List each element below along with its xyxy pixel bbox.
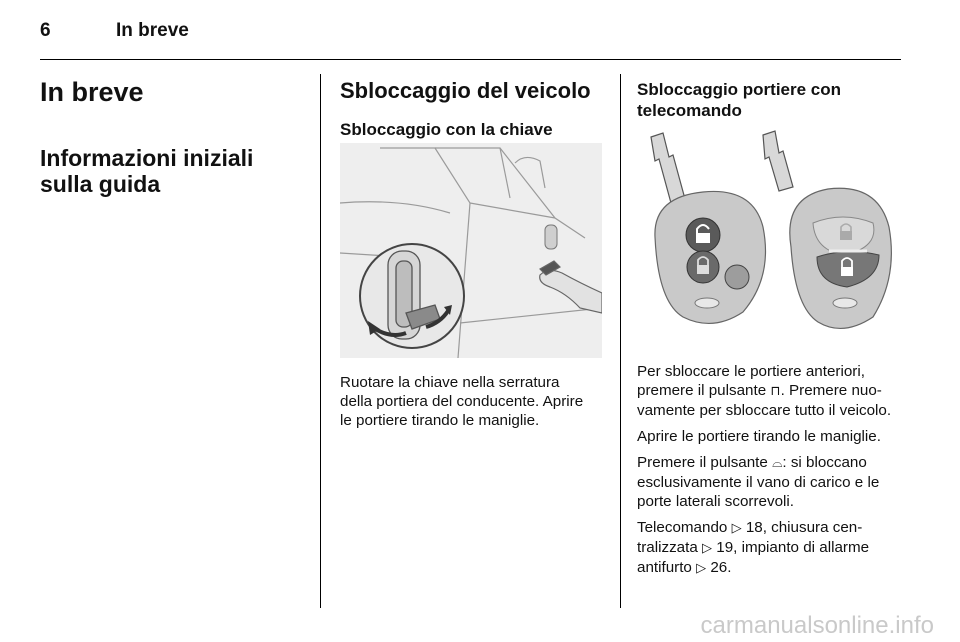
section-title: In breve — [40, 77, 144, 107]
page-number: 6 — [40, 20, 51, 41]
text-line: Per sbloccare le portiere anteriori, — [637, 363, 865, 380]
reference-arrow-icon: ▷ — [731, 521, 742, 536]
text-fragment: 19, impianto di allarme — [716, 539, 870, 556]
body-line: Ruotare la chiave nella serratura — [340, 374, 560, 391]
remote-unlock-text — [637, 362, 905, 578]
reference-arrow-icon: ▷ — [702, 541, 713, 556]
unlock-icon: ⊓ — [770, 384, 781, 399]
header-title: In breve — [116, 20, 189, 41]
text-line: vamente per sbloccare tutto il veicolo. — [637, 402, 892, 419]
paragraph-cargo — [637, 453, 905, 511]
unlock-with-key-heading: Sbloccaggio con la chiave — [340, 120, 553, 139]
paragraph-unlock — [637, 362, 905, 420]
text-fragment: Premere il pulsante — [637, 454, 768, 471]
watermark: carmanualsonline.info — [700, 612, 934, 639]
text-fragment: Telecomando — [637, 519, 728, 536]
text-fragment: tralizzata — [637, 539, 698, 556]
body-line: le portiere tirando le maniglie. — [340, 412, 540, 429]
paragraph-references — [637, 518, 905, 578]
text-line: porte laterali scorrevoli. — [637, 493, 794, 510]
remote-unlock-heading — [637, 79, 897, 121]
column-divider-1 — [320, 74, 321, 608]
text-fragment: premere il pulsante — [637, 382, 767, 399]
unlock-with-key-text — [340, 373, 605, 430]
remote-key-illustration — [633, 127, 901, 340]
van-lock-icon: ⌓ — [772, 456, 783, 471]
paragraph-handles: Aprire le portiere tirando le maniglie. — [637, 428, 881, 445]
subtitle-line-2: sulla guida — [40, 171, 161, 197]
body-line: della portiera del conducente. Aprire — [340, 393, 584, 410]
column-divider-2 — [620, 74, 621, 608]
heading-line-2: telecomando — [637, 101, 742, 120]
header-rule — [40, 59, 901, 60]
text-fragment: 18, chiusura cen- — [745, 519, 863, 536]
text-fragment: antifurto — [637, 559, 692, 576]
section-subtitle — [40, 145, 310, 197]
text-fragment: : si bloccano — [782, 454, 867, 471]
unlock-vehicle-heading: Sbloccaggio del veicolo — [340, 78, 591, 103]
heading-line-1: Sbloccaggio portiere con — [637, 80, 842, 99]
subtitle-line-1: Informazioni iniziali — [40, 145, 254, 171]
text-line: esclusivamente il vano di carico e le — [637, 474, 880, 491]
text-fragment: . Premere nuo- — [780, 382, 882, 399]
key-unlock-illustration — [340, 143, 602, 358]
text-fragment: 26. — [710, 559, 732, 576]
reference-arrow-icon: ▷ — [696, 561, 707, 576]
